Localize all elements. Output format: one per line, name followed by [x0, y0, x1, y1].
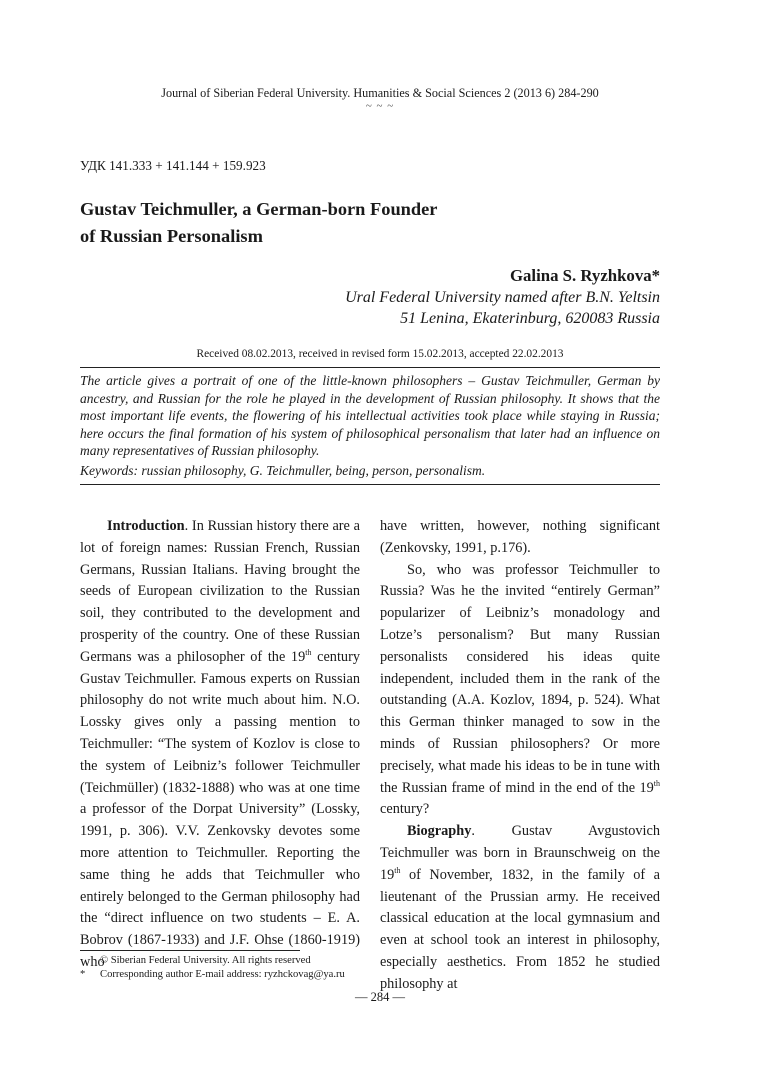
abstract: The article gives a portrait of one of the little-known philosophers – Gustav Teichmuller, German by ancestry, and Russian for the role he played in the development of Russian philosophy. It shows that the most important life events, the flowering of his intellectual activities took place while staying in Russia; here occurs the final formation of his system of philosophical personalism that later had an influence on many representatives of Russian philosophy.: [80, 373, 660, 459]
biography-heading: Biography: [407, 823, 472, 840]
body-column-right: [380, 516, 660, 996]
paragraph-biography: Biography. Gustav Avgustovich Teichmuller was born in Braunschweig on the 19th of November, 1832, in the family of a lieutenant of the Prussian army. He received classical education at the local gymnasium and even at school took an interest in philosophy, especially aesthetics. From 1852 he studied philosophy at: [380, 823, 660, 992]
abstract-bottom-rule: [80, 484, 660, 485]
paragraph-so: So, who was professor Teichmuller to Russia? Was he the invited “entirely German” popularizer of Leibniz’s monadology and Lotze’s personalism? But many Russian personalists considered his ideas quite independent, included them in the rank of the outstanding (A.A. Kozlov, 1894, p. 524). What this German thinker managed to sow in the minds of Russian philosophers? Or more precisely, what made his ideas to be in tune with the Russian frame of mind in the end of the 19th century?: [380, 561, 660, 818]
author-address: 51 Lenina, Ekaterinburg, 620083 Russia: [400, 309, 660, 327]
abstract-top-rule: [80, 367, 660, 368]
page-number: — 284 —: [355, 990, 405, 1004]
title-line-1: Gustav Teichmuller, a German-born Founder: [80, 199, 438, 219]
paragraph-continuation: have written, however, nothing significant (Zenkovsky, 1991, p.176).: [380, 518, 660, 556]
author-block: [345, 264, 660, 329]
intro-heading: Introduction: [107, 518, 185, 534]
received-dates: Received 08.02.2013, received in revised form 15.02.2013, accepted 22.02.2013: [196, 348, 564, 360]
footnote-corresponding: * Corresponding author E-mail address: ryzhckovag@ya.ru: [80, 969, 345, 980]
footnote-copyright: © Siberian Federal University. All rights reserved: [100, 955, 311, 966]
header-ornament: ~ ~ ~: [365, 100, 395, 112]
paper-title: [80, 196, 437, 250]
journal-header: Journal of Siberian Federal University. Humanities & Social Sciences 2 (2013 6) 284-290: [161, 86, 599, 100]
title-line-2: of Russian Personalism: [80, 226, 263, 246]
author-name: Galina S. Ryzhkova*: [509, 266, 660, 285]
keywords: Keywords: russian philosophy, G. Teichmuller, being, person, personalism.: [80, 463, 486, 478]
body-column-left: [80, 516, 360, 974]
footnote-rule: [80, 950, 300, 951]
paragraph-introduction: Introduction. In Russian history there are a lot of foreign names: Russian French, Russian Germans, Russian Italians. Having brought the seeds of European civilization to the Russian soil, they contributed to the development and prosperity of the country. One of these Russian Germans was a philosopher of the 19th century Gustav Teichmuller. Famous experts on Russian philosophy do not write much about him. N.O. Lossky gives only a passing mention to Teichmuller: “The system of Kozlov is close to the system of Leibniz’s follower Teichmuller (Teichmüller) (1832-1888) who was at one time a professor of the Dorpat University” (Lossky, 1991, p. 306). V.V. Zenkovsky devotes some more attention to Teichmuller. Reporting the same thing he adds that Teichmuller who entirely belonged to the German philosophy had the “direct influence on two students – E. A. Bobrov (1867-1933) and J.F. Ohse (1860-1919) who: [80, 518, 360, 970]
udk-code: УДК 141.333 + 141.144 + 159.923: [80, 158, 266, 173]
author-affiliation: Ural Federal University named after B.N. Yeltsin: [345, 289, 660, 306]
